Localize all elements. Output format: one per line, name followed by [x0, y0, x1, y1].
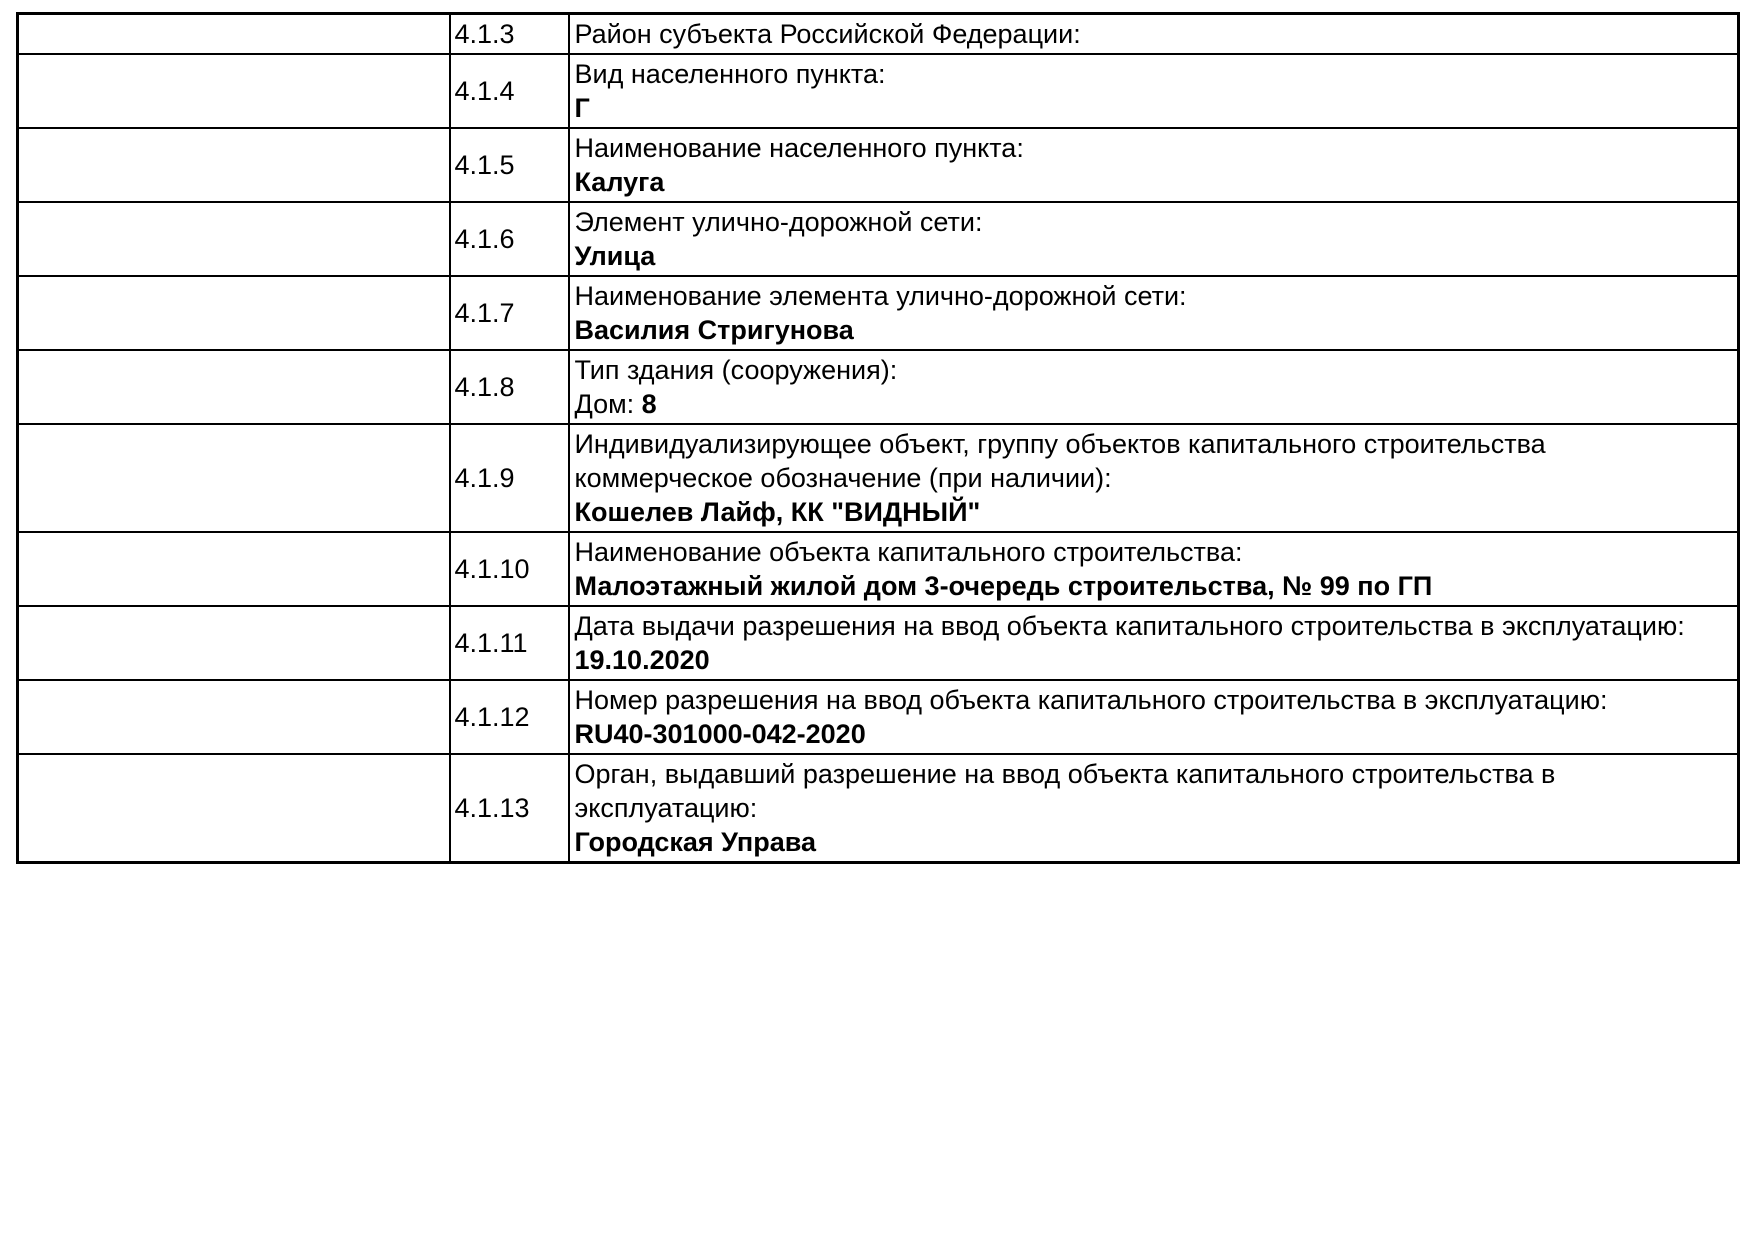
field-value: Калуга [574, 167, 665, 197]
field-value-prefix: Дом: [574, 389, 642, 419]
row-content [569, 350, 1739, 424]
row-content [569, 54, 1739, 128]
field-label: Тип здания (сооружения): [574, 355, 898, 385]
table-row [18, 276, 1739, 350]
row-content [569, 202, 1739, 276]
field-label: Наименование населенного пункта: [574, 133, 1024, 163]
empty-cell [18, 680, 450, 754]
field-value-line [575, 825, 1732, 859]
table-body [18, 14, 1739, 863]
field-value: Кошелев Лайф, КК "ВИДНЫЙ" [574, 497, 981, 527]
field-value: 8 [641, 389, 657, 419]
table-row [18, 54, 1739, 128]
row-number: 4.1.12 [450, 680, 569, 754]
empty-cell [18, 606, 450, 680]
row-content [569, 424, 1739, 532]
table-row [18, 202, 1739, 276]
field-label: Индивидуализирующее объект, группу объектов капитального строительства коммерческое обозначение (при наличии): [574, 429, 1546, 493]
empty-cell [18, 424, 450, 532]
empty-cell [18, 350, 450, 424]
row-content [569, 14, 1739, 55]
field-value: 19.10.2020 [574, 645, 710, 675]
row-number: 4.1.10 [450, 532, 569, 606]
field-label: Наименование элемента улично-дорожной сети: [574, 281, 1187, 311]
table-row [18, 14, 1739, 55]
construction-object-table [16, 12, 1740, 864]
field-label: Дата выдачи разрешения на ввод объекта капитального строительства в эксплуатацию: [574, 611, 1685, 641]
table-row [18, 128, 1739, 202]
row-content [569, 680, 1739, 754]
table-row [18, 532, 1739, 606]
table-row [18, 754, 1739, 863]
empty-cell [18, 532, 450, 606]
empty-cell [18, 202, 450, 276]
table-row [18, 350, 1739, 424]
field-value-line [575, 165, 1732, 199]
field-value-line [575, 717, 1732, 751]
empty-cell [18, 54, 450, 128]
field-value: Улица [574, 241, 656, 271]
table-row [18, 606, 1739, 680]
row-content [569, 276, 1739, 350]
row-content [569, 532, 1739, 606]
field-value-line [575, 239, 1732, 273]
empty-cell [18, 754, 450, 863]
field-label: Орган, выдавший разрешение на ввод объекта капитального строительства в эксплуатацию: [574, 759, 1556, 823]
empty-cell [18, 128, 450, 202]
row-number: 4.1.6 [450, 202, 569, 276]
field-label: Элемент улично-дорожной сети: [574, 207, 983, 237]
field-value: RU40-301000-042-2020 [574, 719, 866, 749]
field-label: Район субъекта Российской Федерации: [574, 19, 1081, 49]
row-number: 4.1.8 [450, 350, 569, 424]
row-number: 4.1.11 [450, 606, 569, 680]
field-value-line [575, 643, 1732, 677]
field-value-line [575, 495, 1732, 529]
field-label: Вид населенного пункта: [574, 59, 886, 89]
table-row [18, 424, 1739, 532]
field-value: Василия Стригунова [574, 315, 854, 345]
row-content [569, 754, 1739, 863]
row-number: 4.1.5 [450, 128, 569, 202]
field-value-line [575, 569, 1732, 603]
row-number: 4.1.13 [450, 754, 569, 863]
field-value: Городская Управа [574, 827, 817, 857]
row-content [569, 606, 1739, 680]
row-content [569, 128, 1739, 202]
row-number: 4.1.7 [450, 276, 569, 350]
row-number: 4.1.3 [450, 14, 569, 55]
field-label: Наименование объекта капитального строительства: [574, 537, 1243, 567]
field-value-line [575, 387, 1732, 421]
empty-cell [18, 14, 450, 55]
row-number: 4.1.4 [450, 54, 569, 128]
field-value-line [575, 91, 1732, 125]
row-number: 4.1.9 [450, 424, 569, 532]
empty-cell [18, 276, 450, 350]
field-value-line [575, 313, 1732, 347]
field-value: Г [574, 93, 590, 123]
table-row [18, 680, 1739, 754]
field-label: Номер разрешения на ввод объекта капитального строительства в эксплуатацию: [574, 685, 1608, 715]
field-value: Малоэтажный жилой дом 3-очередь строительства, № 99 по ГП [574, 571, 1433, 601]
